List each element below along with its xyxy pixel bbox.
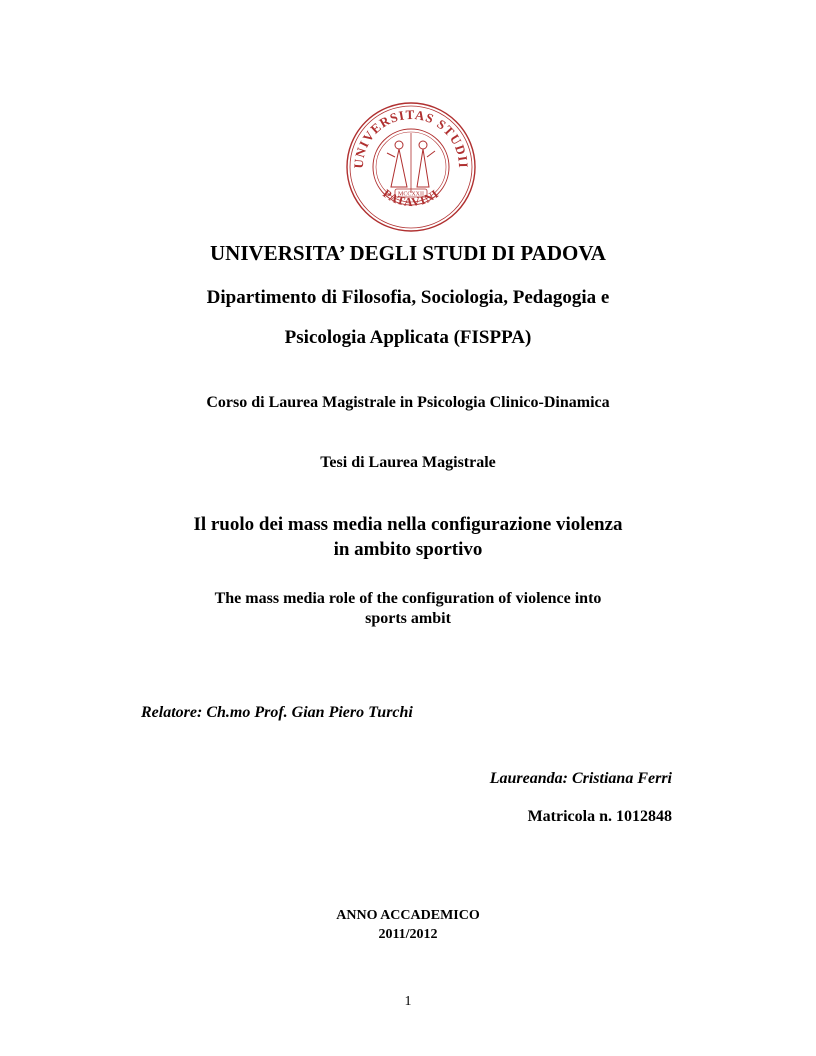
candidate: Laureanda: Cristiana Ferri xyxy=(489,770,672,787)
student-id: Matricola n. 1012848 xyxy=(527,808,672,825)
thesis-type: Tesi di Laurea Magistrale xyxy=(320,454,496,471)
course-name: Corso di Laurea Magistrale in Psicologia Clinico-Dinamica xyxy=(206,394,610,411)
thesis-title-english-line-2: sports ambit xyxy=(365,610,451,627)
page-number: 1 xyxy=(404,994,412,1009)
thesis-title-italian-line-2: in ambito sportivo xyxy=(333,539,483,560)
thesis-title-italian xyxy=(0,512,816,562)
academic-year-value: 2011/2012 xyxy=(378,927,438,942)
university-seal xyxy=(345,101,477,233)
seal-date: MCCXXII xyxy=(397,191,425,198)
thesis-title-english-line-1: The mass media role of the configuration of violence into xyxy=(214,590,602,607)
seal-bottom-text: PATAVINI xyxy=(380,186,442,210)
department-line-1: Dipartimento di Filosofia, Sociologia, Pedagogia e xyxy=(206,287,610,308)
academic-year-label: ANNO ACCADEMICO xyxy=(336,908,480,923)
supervisor: Relatore: Ch.mo Prof. Gian Piero Turchi xyxy=(141,704,413,721)
thesis-title-italian-line-1: Il ruolo dei mass media nella configurazione violenza xyxy=(193,514,623,535)
seal-top-text: UNIVERSITAS STUDII xyxy=(350,106,472,169)
academic-year xyxy=(0,906,816,944)
university-name: UNIVERSITA’ DEGLI STUDI DI PADOVA xyxy=(210,241,606,265)
department-line-2: Psicologia Applicata (FISPPA) xyxy=(284,327,532,348)
thesis-title-english xyxy=(0,589,816,629)
